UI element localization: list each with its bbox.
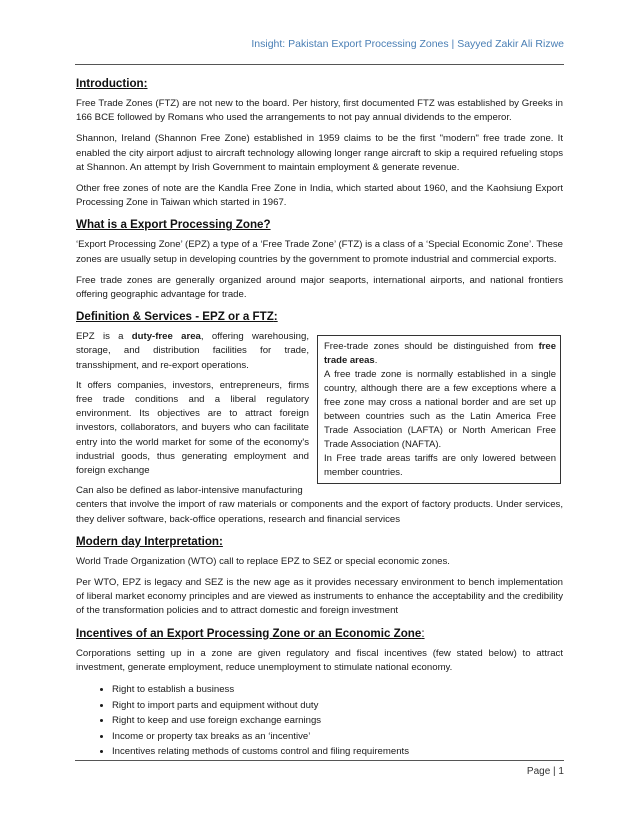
list-item: • Incentives relating methods of customs control and filing requirements [112,744,563,760]
list-item: • Income or property tax breaks as an ‘incentive’ [112,729,563,745]
modern-paragraph-1: World Trade Organization (WTO) call to replace EPZ to SEZ or special economic zones. [76,555,450,567]
definition-left-column [76,330,309,498]
what-is-paragraph-2: Free trade zones are generally organized around major seaports, international airports, and national frontiers offering geographic advantage for trade. [76,274,563,301]
intro-paragraph-3: Other free zones of note are the Kandla Free Zone in India, which started about 1960, and the Kaohsiung Export Processing Zone in Taiwan which started in 1967. [76,183,563,209]
definition-paragraph-2: It offers companies, investors, entrepreneurs, firms free trade conditions and a liberal regulatory environment. Its objectives are to attract foreign investors, collaborators, and buyers who can facilitate entry into the world market for some of the economy's industrial goods, thus generating employment and foreign exchange [76,379,309,477]
heading-definition-services: Definition & Services - EPZ or a FTZ: [76,310,278,324]
callout-line-2: A free trade zone is normally established in a single country, although there are a few exceptions where a free zone may cross a national border and are set up between countries such as the Latin America Free Trade Association (LAFTA) or North American Free Trade Association (NAFTA). [324,369,556,451]
callout-line-1: Free-trade zones should be distinguished from free trade areas. [324,341,556,367]
modern-paragraph-2: Per WTO, EPZ is legacy and SEZ is the new age as it provides necessary environment to bench implementation of liberal market economy principles and are viewed as instruments to enhance the acceptability and the credibility of the transformation policies and to attract domestic and foreign investment [76,577,563,617]
running-header: Insight: Pakistan Export Processing Zones | Sayyed Zakir Ali Rizwe [251,38,564,50]
definition-two-column [76,330,563,498]
list-item: • Right to import parts and equipment without duty [112,698,563,714]
heading-what-is-epz: What is a Export Processing Zone? [76,218,271,232]
intro-paragraph-2: Shannon, Ireland (Shannon Free Zone) established in 1959 claims to be the first "modern" free trade zone. It enabled the city airport adjust to aircraft technology allowing longer range aircraft to skip a required refueling stops at Shannon. An attempt by Irish Government to maintain employment & generate revenue. [76,133,563,173]
free-trade-callout-box [317,335,561,484]
definition-paragraph-1: EPZ is a duty-free area, offering warehousing, storage, and distribution facilities for trade, transshipment, and re-export operations. [76,331,310,371]
header-divider [75,64,564,65]
heading-introduction: Introduction: [76,77,148,90]
list-item: • Right to keep and use foreign exchange earnings [112,713,563,729]
callout-line-3: In Free trade areas tariffs are only lowered between member countries. [324,453,556,479]
intro-paragraph-1: Free Trade Zones (FTZ) are not new to the board. Per history, first documented FTZ was established by Greeks in 166 BCE followed by Romans who used the arrangements to not pay annual dividends to the emperor. [76,98,563,124]
list-item: • Right to establish a business [112,682,563,698]
footer-divider [75,760,564,761]
incentives-list [76,682,563,760]
definition-paragraph-3-rest: centers that involve the import of raw materials or components and the export of factory products. Under services, they deliver software, back-office operations, research and financial services [76,499,563,525]
what-is-paragraph-1: ‘Export Processing Zone’ (EPZ) a type of a ‘Free Trade Zone’ (FTZ) is a class of a ‘Special Economic Zone’. These zones are usually setup in developing countries by the government to promote industrial and commercial exports. [76,239,563,265]
document-body [76,76,563,760]
incentives-paragraph-1: Corporations setting up in a zone are given regulatory and fiscal incentives (few stated below) to attract investment, generate employment, reduce unemployment to stimulate national economy. [76,647,563,673]
page-number: Page | 1 [526,766,564,777]
heading-incentives: Incentives of an Export Processing Zone or an Economic Zone: [76,626,425,640]
definition-paragraph-3-start: Can also be defined as labor-intensive manufacturing [76,485,303,497]
heading-modern-interpretation: Modern day Interpretation: [76,534,223,548]
